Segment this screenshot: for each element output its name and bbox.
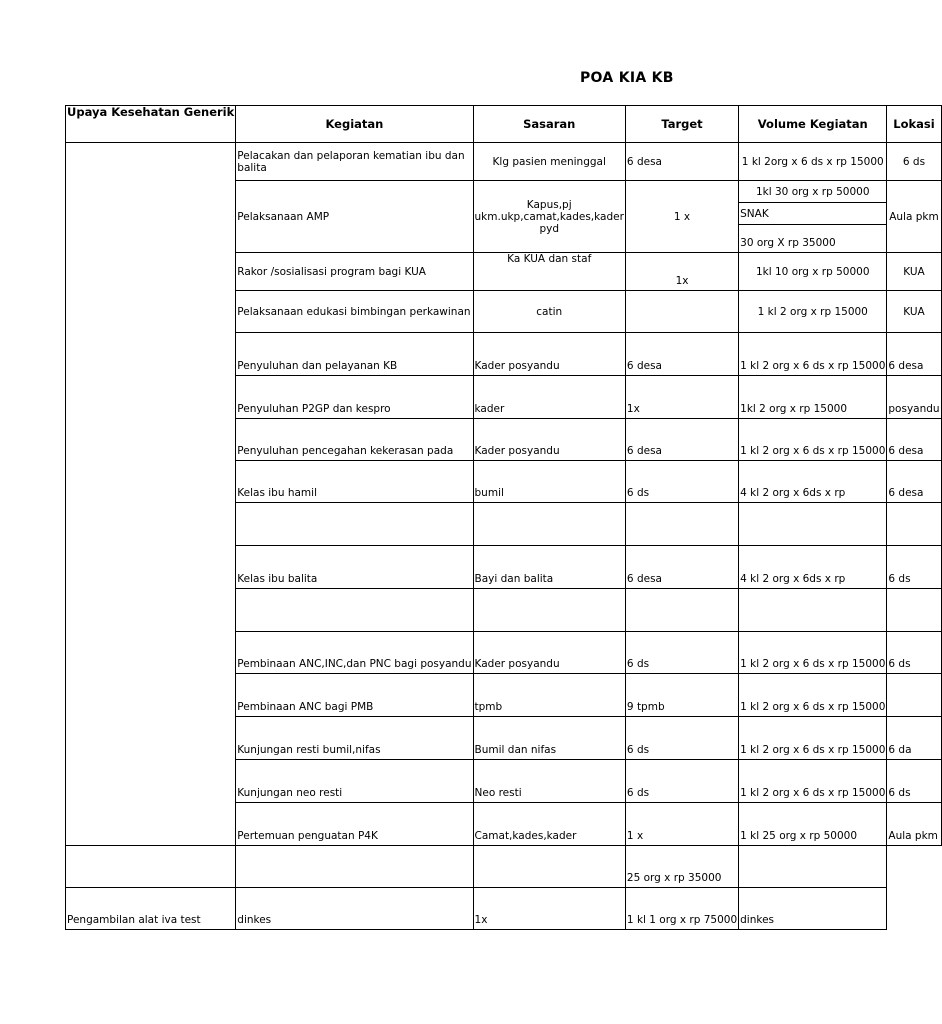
lokasi-cell: 6 desa xyxy=(887,461,941,503)
volume-cell: 1kl 2 org x rp 15000 xyxy=(739,376,887,419)
target-cell: 6 ds xyxy=(625,461,738,503)
volume-cell: 1 kl 2 org x 6 ds x rp 15000 xyxy=(739,632,887,674)
target-cell: 1x xyxy=(473,888,625,930)
lokasi-cell: posyandu xyxy=(887,376,941,419)
sasaran-cell: Kader posyandu xyxy=(473,632,625,674)
target-cell xyxy=(625,291,738,333)
kegiatan-cell xyxy=(236,503,473,546)
sasaran-cell: Kader posyandu xyxy=(473,333,625,376)
lokasi-cell: 6 ds xyxy=(887,143,941,181)
lokasi-cell: Aula pkm xyxy=(887,181,941,253)
volume-cell: 1 kl 2 org x rp 15000 xyxy=(739,291,887,333)
table-row xyxy=(66,143,942,181)
volume-cell: 1 kl 2 org x 6 ds x rp 15000 xyxy=(739,674,887,717)
kegiatan-cell: Pelaksanaan edukasi bimbingan perkawinan xyxy=(236,291,473,333)
volume-cell: 1kl 10 org x rp 50000 xyxy=(739,253,887,291)
target-cell: 1 x xyxy=(625,181,738,253)
lokasi-cell: 6 ds xyxy=(887,632,941,674)
kegiatan-cell: Kunjungan resti bumil,nifas xyxy=(236,717,473,760)
volume-cell: 4 kl 2 org x 6ds x rp xyxy=(739,546,887,589)
header-row xyxy=(66,106,942,143)
lokasi-cell: 6 ds xyxy=(887,546,941,589)
kegiatan-cell: Pelaksanaan AMP xyxy=(236,181,473,253)
volume-cell xyxy=(739,589,887,632)
target-cell: 6 ds xyxy=(625,632,738,674)
target-cell: 6 desa xyxy=(625,546,738,589)
sasaran-cell: Klg pasien meninggal xyxy=(473,143,625,181)
lokasi-cell: Aula pkm xyxy=(887,803,941,846)
kegiatan-cell: Pembinaan ANC,INC,dan PNC bagi posyandu xyxy=(236,632,473,674)
lokasi-cell: 6 da xyxy=(887,717,941,760)
sasaran-cell: Bumil dan nifas xyxy=(473,717,625,760)
lokasi-cell: KUA xyxy=(887,291,941,333)
volume-cell: 4 kl 2 org x 6ds x rp xyxy=(739,461,887,503)
target-cell: 1x xyxy=(625,253,738,291)
header-target: Target xyxy=(625,106,738,143)
target-cell: 6 desa xyxy=(625,419,738,461)
sasaran-cell: tpmb xyxy=(473,674,625,717)
sasaran-cell: Ka KUA dan staf xyxy=(473,253,625,291)
upaya-cell xyxy=(66,143,236,846)
target-cell xyxy=(473,846,625,888)
lokasi-cell: KUA xyxy=(887,253,941,291)
target-cell: 6 desa xyxy=(625,333,738,376)
kegiatan-cell: Pelacakan dan pelaporan kematian ibu dan balita xyxy=(236,143,473,181)
sasaran-cell: Camat,kades,kader xyxy=(473,803,625,846)
lokasi-cell xyxy=(887,503,941,546)
kegiatan-cell xyxy=(66,846,236,888)
sasaran-cell: dinkes xyxy=(236,888,473,930)
lokasi-cell xyxy=(887,589,941,632)
sasaran-cell xyxy=(473,503,625,546)
sasaran-cell: bumil xyxy=(473,461,625,503)
volume-cell: 1 kl 2org x 6 ds x rp 15000 xyxy=(739,143,887,181)
target-cell xyxy=(625,503,738,546)
table-row xyxy=(66,888,942,930)
sasaran-cell: Kapus,pj ukm.ukp,camat,kades,kader pyd xyxy=(473,181,625,253)
lokasi-cell: 6 ds xyxy=(887,760,941,803)
kegiatan-cell: Kelas ibu hamil xyxy=(236,461,473,503)
volume-cell: 1 kl 1 org x rp 75000 xyxy=(625,888,738,930)
volume-cell: 1 kl 2 org x 6 ds x rp 15000 xyxy=(739,419,887,461)
page-title: POA KIA KB xyxy=(580,70,674,86)
lokasi-cell: 6 desa xyxy=(887,333,941,376)
kegiatan-cell: Kelas ibu balita xyxy=(236,546,473,589)
sasaran-cell: catin xyxy=(473,291,625,333)
sasaran-cell xyxy=(473,589,625,632)
lokasi-cell xyxy=(887,674,941,717)
header-lokasi: Lokasi xyxy=(887,106,941,143)
volume-cell: 1 kl 25 org x rp 50000 xyxy=(739,803,887,846)
lokasi-cell: 6 desa xyxy=(887,419,941,461)
kegiatan-cell: Pembinaan ANC bagi PMB xyxy=(236,674,473,717)
header-upaya: Upaya Kesehatan Generik xyxy=(66,106,236,143)
sasaran-cell: kader xyxy=(473,376,625,419)
poa-table xyxy=(65,105,942,930)
kegiatan-cell: Penyuluhan pencegahan kekerasan pada xyxy=(236,419,473,461)
kegiatan-cell: Rakor /sosialisasi program bagi KUA xyxy=(236,253,473,291)
volume-cell: 1 kl 2 org x 6 ds x rp 15000 xyxy=(739,760,887,803)
target-cell: 6 desa xyxy=(625,143,738,181)
volume-cell: 1kl 30 org x rp 50000 xyxy=(739,181,887,203)
target-cell: 1 x xyxy=(625,803,738,846)
volume-cell xyxy=(739,503,887,546)
kegiatan-cell: Kunjungan neo resti xyxy=(236,760,473,803)
kegiatan-cell xyxy=(236,589,473,632)
header-volume: Volume Kegiatan xyxy=(739,106,887,143)
kegiatan-cell: Penyuluhan dan pelayanan KB xyxy=(236,333,473,376)
volume-cell: 25 org x rp 35000 xyxy=(625,846,738,888)
target-cell: 9 tpmb xyxy=(625,674,738,717)
header-sasaran: Sasaran xyxy=(473,106,625,143)
lokasi-cell xyxy=(739,846,887,888)
sasaran-cell xyxy=(236,846,473,888)
target-cell: 1x xyxy=(625,376,738,419)
volume-cell: SNAK xyxy=(739,203,887,225)
lokasi-cell: dinkes xyxy=(739,888,887,930)
sasaran-cell: Neo resti xyxy=(473,760,625,803)
target-cell xyxy=(625,589,738,632)
sasaran-cell: Bayi dan balita xyxy=(473,546,625,589)
kegiatan-cell: Pertemuan penguatan P4K xyxy=(236,803,473,846)
kegiatan-cell: Penyuluhan P2GP dan kespro xyxy=(236,376,473,419)
header-kegiatan: Kegiatan xyxy=(236,106,473,143)
table-row xyxy=(66,846,942,888)
sasaran-cell: Kader posyandu xyxy=(473,419,625,461)
volume-cell: 1 kl 2 org x 6 ds x rp 15000 xyxy=(739,717,887,760)
volume-cell: 30 org X rp 35000 xyxy=(739,225,887,253)
kegiatan-cell: Pengambilan alat iva test xyxy=(66,888,236,930)
volume-cell: 1 kl 2 org x 6 ds x rp 15000 xyxy=(739,333,887,376)
target-cell: 6 ds xyxy=(625,717,738,760)
target-cell: 6 ds xyxy=(625,760,738,803)
